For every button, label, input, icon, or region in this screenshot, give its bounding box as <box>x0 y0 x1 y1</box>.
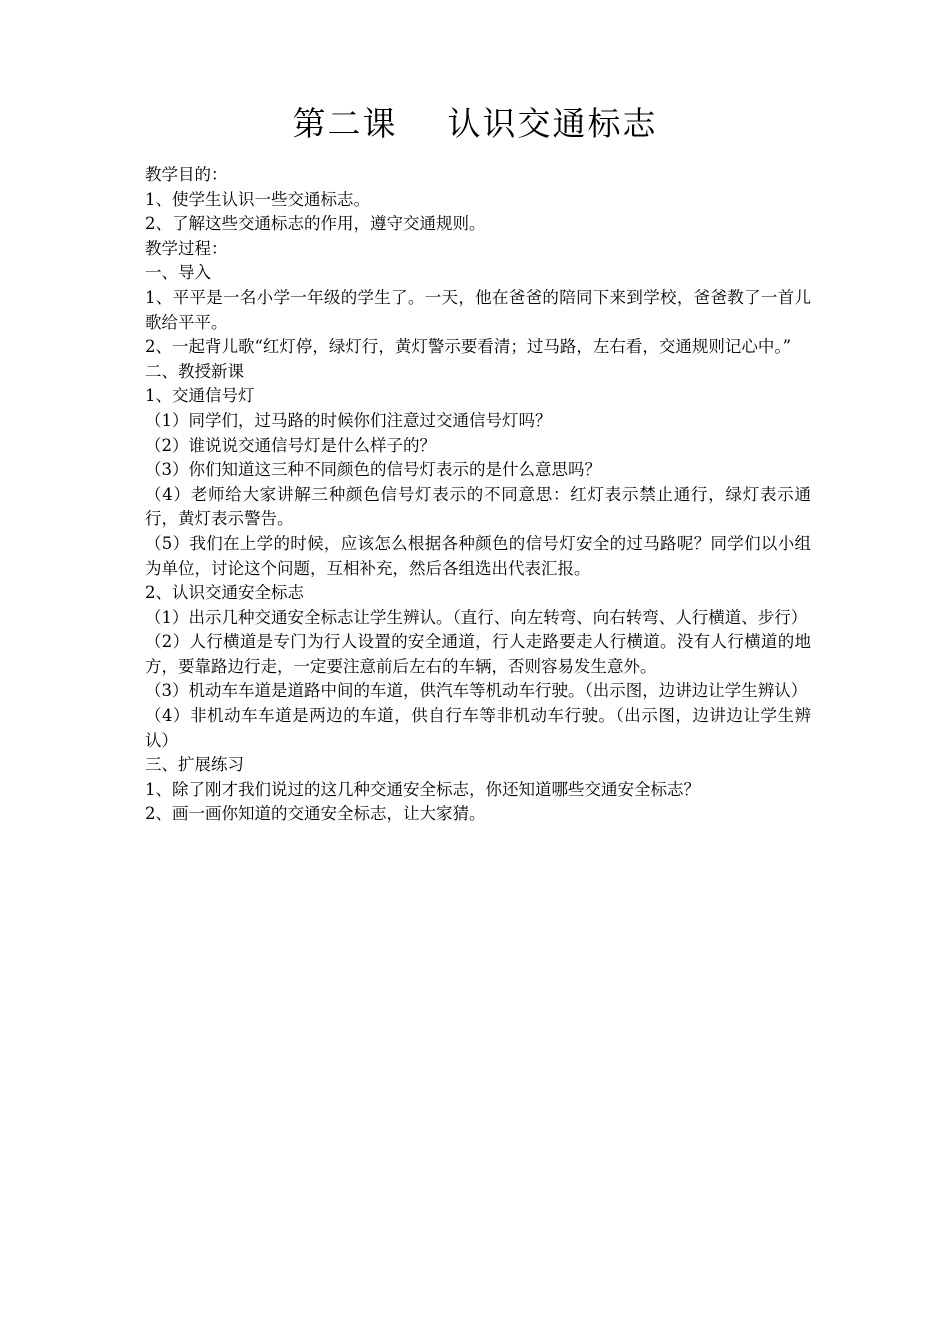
traffic-light-item: （4）老师给大家讲解三种颜色信号灯表示的不同意思：红灯表示禁止通行，绿灯表示通行，黄灯表示警告。 <box>145 484 811 529</box>
lesson-title: 第二课 认识交通标志 <box>292 104 658 143</box>
safety-sign-item: （4）非机动车车道是两边的车道，供自行车等非机动车行驶。（出示图，边讲边让学生辨认） <box>145 706 811 750</box>
section-heading-process: 教学过程： <box>145 238 228 258</box>
traffic-light-item: （2）谁说说交通信号灯是什么样子的？ <box>145 435 436 455</box>
part-heading-practice: 三、扩展练习 <box>145 755 244 775</box>
traffic-light-item: （1）同学们，过马路的时候你们注意过交通信号灯吗？ <box>145 410 552 430</box>
intro-item: 1、平平是一名小学一年级的学生了。一天，他在爸爸的陪同下来到学校，爸爸教了一首儿歌给平平。 <box>145 287 811 332</box>
objective-item: 1、使学生认识一些交通标志。 <box>145 189 370 209</box>
part-heading-new-lesson: 二、教授新课 <box>145 361 244 381</box>
subheading-traffic-lights: 1、交通信号灯 <box>145 386 255 406</box>
practice-item: 2、画一画你知道的交通安全标志，让大家猜。 <box>145 804 486 824</box>
practice-item: 1、除了刚才我们说过的这几种交通安全标志，你还知道哪些交通安全标志？ <box>145 779 700 799</box>
objective-item: 2、了解这些交通标志的作用，遵守交通规则。 <box>145 214 486 234</box>
lesson-body <box>145 163 811 827</box>
traffic-light-item: （5）我们在上学的时候，应该怎么根据各种颜色的信号灯安全的过马路呢？同学们以小组为单位，讨论这个问题，互相补充，然后各组选出代表汇报。 <box>145 533 811 578</box>
section-heading-objectives: 教学目的： <box>145 165 228 184</box>
traffic-light-item: （3）你们知道这三种不同颜色的信号灯表示的是什么意思吗？ <box>145 460 601 480</box>
part-heading-intro: 一、导入 <box>145 263 211 283</box>
subheading-safety-signs: 2、认识交通安全标志 <box>145 583 304 603</box>
intro-item: 2、一起背儿歌“红灯停，绿灯行，黄灯警示要看清；过马路，左右看，交通规则记心中。” <box>145 337 792 357</box>
safety-sign-item: （2）人行横道是专门为行人设置的安全通道，行人走路要走人行横道。没有人行横道的地方，要靠路边行走，一定要注意前后左右的车辆，否则容易发生意外。 <box>145 632 811 676</box>
safety-sign-item: （3）机动车车道是道路中间的车道，供汽车等机动车行驶。（出示图，边讲边让学生辨认） <box>145 681 808 701</box>
safety-sign-item: （1）出示几种交通安全标志让学生辨认。（直行、向左转弯、向右转弯、人行横道、步行） <box>145 607 808 627</box>
